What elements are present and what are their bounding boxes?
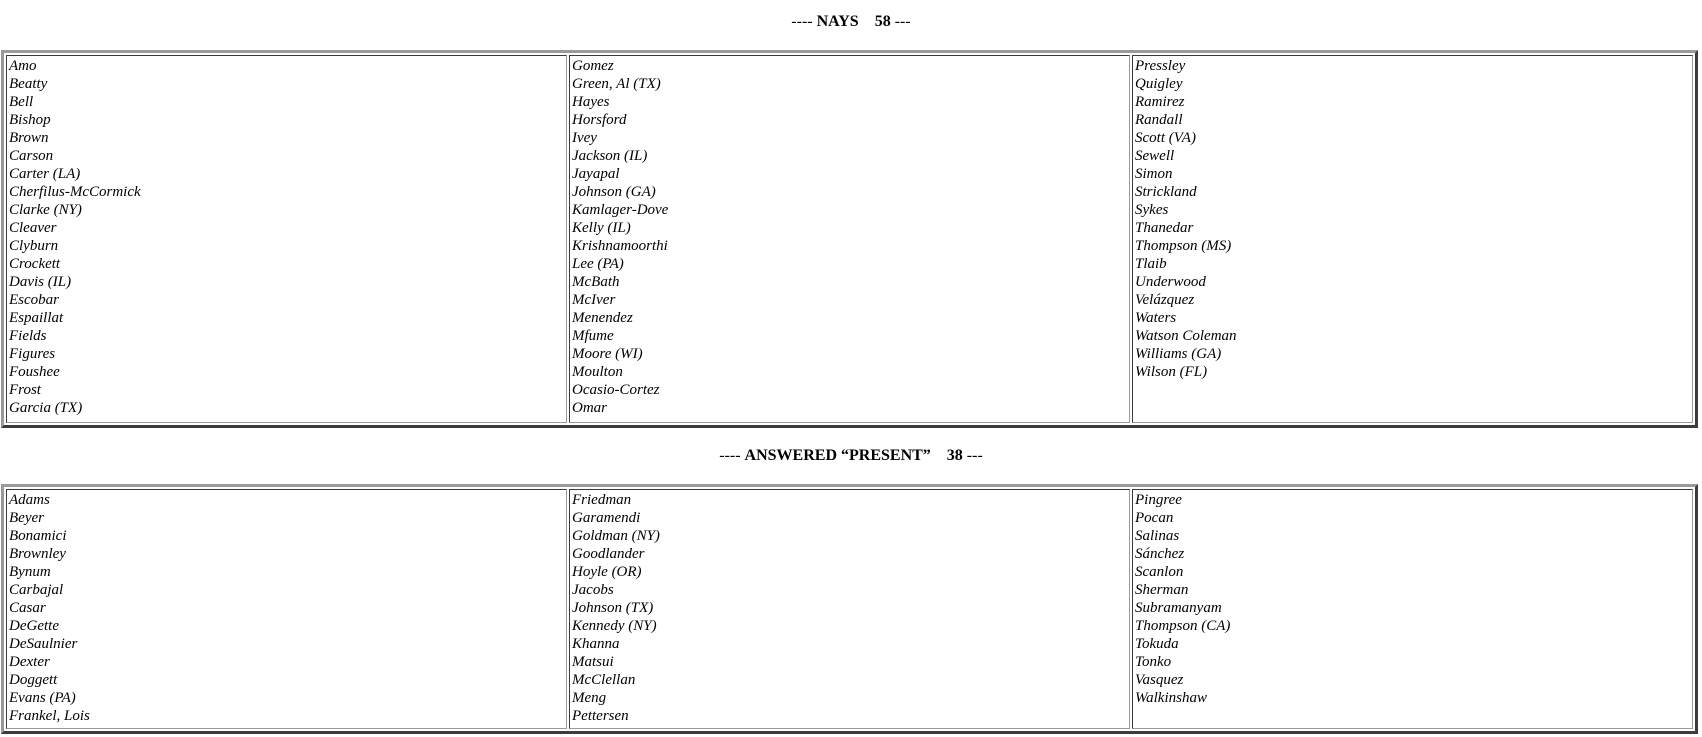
member-name: Subramanyam bbox=[1135, 600, 1222, 616]
member-name: Evans (PA) bbox=[9, 690, 76, 706]
member-name: Johnson (TX) bbox=[572, 600, 654, 616]
member-name: Clyburn bbox=[9, 238, 59, 254]
member-name: Casar bbox=[9, 600, 46, 616]
present-heading-suffix: --- bbox=[962, 447, 983, 464]
member-name: Hoyle (OR) bbox=[572, 564, 642, 580]
member-name: Walkinshaw bbox=[1135, 690, 1207, 706]
member-name: Garcia (TX) bbox=[9, 400, 83, 416]
present-column-2 bbox=[569, 489, 1130, 729]
member-name: Kamlager-Dove bbox=[572, 202, 669, 218]
member-name: Meng bbox=[572, 690, 607, 706]
member-name: Johnson (GA) bbox=[572, 184, 656, 200]
member-name: Clarke (NY) bbox=[9, 202, 82, 218]
nays-table-row bbox=[6, 55, 1693, 423]
member-name: Amo bbox=[9, 58, 37, 74]
nays-table bbox=[1, 50, 1698, 428]
member-name: Thanedar bbox=[1135, 220, 1194, 236]
member-name: Scott (VA) bbox=[1135, 130, 1196, 146]
member-name: Cherfilus-McCormick bbox=[9, 184, 141, 200]
member-name: Wilson (FL) bbox=[1135, 364, 1208, 380]
member-name: Matsui bbox=[572, 654, 614, 670]
member-name: Underwood bbox=[1135, 274, 1206, 290]
member-name: Green, Al (TX) bbox=[572, 76, 661, 92]
member-name: Omar bbox=[572, 400, 608, 416]
member-name: Beyer bbox=[9, 510, 44, 526]
member-name: McClellan bbox=[572, 672, 636, 688]
member-name: Randall bbox=[1135, 112, 1183, 128]
member-name: Simon bbox=[1135, 166, 1173, 182]
member-name: Kennedy (NY) bbox=[572, 618, 657, 634]
nays-column-2 bbox=[569, 55, 1130, 423]
member-name: Bell bbox=[9, 94, 34, 110]
member-name: Tlaib bbox=[1135, 256, 1167, 272]
member-name: Adams bbox=[9, 492, 50, 508]
member-name: Davis (IL) bbox=[9, 274, 72, 290]
member-name: Goldman (NY) bbox=[572, 528, 660, 544]
member-name: Jackson (IL) bbox=[572, 148, 648, 164]
member-name: Lee (PA) bbox=[572, 256, 624, 272]
member-name: Moulton bbox=[572, 364, 623, 380]
member-name: Gomez bbox=[572, 58, 614, 74]
member-name: McIver bbox=[572, 292, 616, 308]
member-name: Horsford bbox=[572, 112, 627, 128]
member-name: Figures bbox=[9, 346, 56, 362]
nays-heading-suffix: --- bbox=[890, 13, 911, 30]
member-name: Escobar bbox=[9, 292, 59, 308]
member-name: Jacobs bbox=[572, 582, 614, 598]
member-name: Scanlon bbox=[1135, 564, 1184, 580]
member-name: Tonko bbox=[1135, 654, 1172, 670]
nays-heading bbox=[0, 12, 1702, 32]
member-name: Waters bbox=[1135, 310, 1177, 326]
member-name: Beatty bbox=[9, 76, 48, 92]
member-name: Thompson (CA) bbox=[1135, 618, 1231, 634]
nays-column-1 bbox=[6, 55, 567, 423]
member-name: Menendez bbox=[572, 310, 633, 326]
member-name: Pingree bbox=[1135, 492, 1182, 508]
present-heading-label: ANSWERED “PRESENT” bbox=[744, 447, 931, 464]
member-name: Salinas bbox=[1135, 528, 1180, 544]
member-name: Carson bbox=[9, 148, 54, 164]
member-name: Sewell bbox=[1135, 148, 1175, 164]
member-name: Quigley bbox=[1135, 76, 1183, 92]
present-heading-gap bbox=[931, 447, 947, 464]
member-name: Fields bbox=[9, 328, 47, 344]
present-heading bbox=[0, 446, 1702, 466]
member-name: Brownley bbox=[9, 546, 66, 562]
present-column-3 bbox=[1132, 489, 1693, 729]
member-name: Foushee bbox=[9, 364, 60, 380]
member-name: Sherman bbox=[1135, 582, 1189, 598]
member-name: Cleaver bbox=[9, 220, 57, 236]
present-heading-prefix: ---- bbox=[719, 447, 745, 464]
nays-column-3 bbox=[1132, 55, 1693, 423]
member-name: Thompson (MS) bbox=[1135, 238, 1232, 254]
member-name: Velázquez bbox=[1135, 292, 1195, 308]
member-name: McBath bbox=[572, 274, 620, 290]
member-name: Williams (GA) bbox=[1135, 346, 1222, 362]
member-name: Khanna bbox=[572, 636, 620, 652]
member-name: Sykes bbox=[1135, 202, 1169, 218]
member-name: Bynum bbox=[9, 564, 51, 580]
present-table bbox=[1, 484, 1698, 734]
member-name: Frankel, Lois bbox=[9, 708, 90, 724]
member-name: Krishnamoorthi bbox=[572, 238, 668, 254]
member-name: Carbajal bbox=[9, 582, 64, 598]
member-name: Crockett bbox=[9, 256, 61, 272]
member-name: Moore (WI) bbox=[572, 346, 643, 362]
member-name: Friedman bbox=[572, 492, 632, 508]
present-table-row bbox=[6, 489, 1693, 729]
present-count: 38 bbox=[946, 447, 963, 464]
nays-count: 58 bbox=[874, 13, 891, 30]
member-name: Jayapal bbox=[572, 166, 620, 182]
member-name: Pressley bbox=[1135, 58, 1186, 74]
member-name: Pocan bbox=[1135, 510, 1174, 526]
nays-heading-label: NAYS bbox=[816, 13, 859, 30]
nays-heading-gap bbox=[859, 13, 875, 30]
member-name: Brown bbox=[9, 130, 49, 146]
member-name: Ramirez bbox=[1135, 94, 1185, 110]
member-name: Ocasio-Cortez bbox=[572, 382, 660, 398]
member-name: Sánchez bbox=[1135, 546, 1185, 562]
member-name: Frost bbox=[9, 382, 41, 398]
member-name: Bishop bbox=[9, 112, 51, 128]
member-name: Carter (LA) bbox=[9, 166, 81, 182]
member-name: Espaillat bbox=[9, 310, 64, 326]
member-name: Watson Coleman bbox=[1135, 328, 1237, 344]
member-name: Ivey bbox=[572, 130, 597, 146]
member-name: Kelly (IL) bbox=[572, 220, 631, 236]
member-name: Hayes bbox=[572, 94, 610, 110]
member-name: Mfume bbox=[572, 328, 614, 344]
member-name: Bonamici bbox=[9, 528, 67, 544]
member-name: Goodlander bbox=[572, 546, 645, 562]
nays-heading-prefix: ---- bbox=[791, 13, 817, 30]
member-name: Strickland bbox=[1135, 184, 1197, 200]
member-name: Pettersen bbox=[572, 708, 629, 724]
member-name: DeSaulnier bbox=[9, 636, 78, 652]
member-name: Doggett bbox=[9, 672, 58, 688]
member-name: Vasquez bbox=[1135, 672, 1184, 688]
member-name: Dexter bbox=[9, 654, 50, 670]
member-name: Tokuda bbox=[1135, 636, 1179, 652]
present-column-1 bbox=[6, 489, 567, 729]
member-name: DeGette bbox=[9, 618, 59, 634]
member-name: Garamendi bbox=[572, 510, 641, 526]
